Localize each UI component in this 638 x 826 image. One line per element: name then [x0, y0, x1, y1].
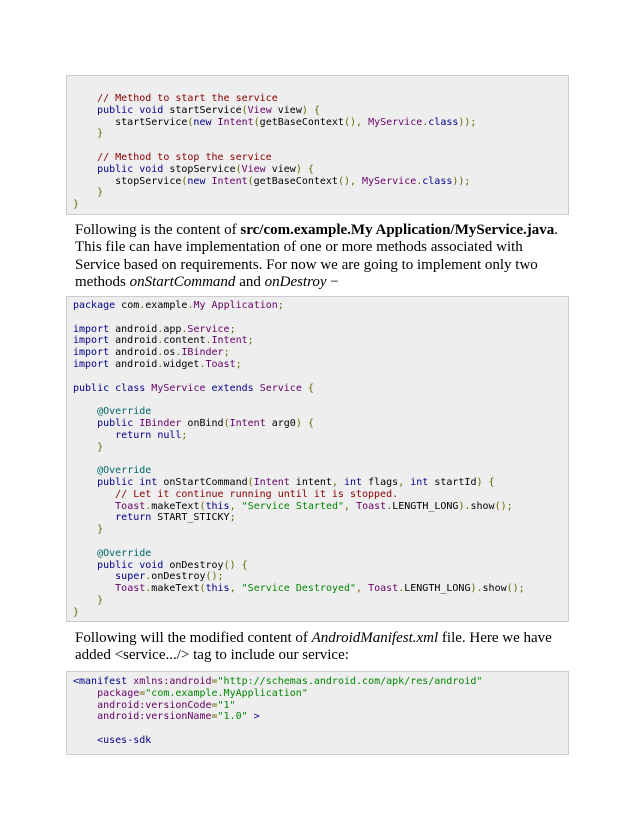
code-token: null [157, 429, 182, 441]
code-token [73, 105, 97, 116]
code-token: . [398, 583, 405, 595]
code-token: void [139, 104, 164, 116]
code-token: MyService [362, 175, 417, 187]
code-token: startService [163, 104, 242, 116]
code-block-android-manifest [66, 671, 569, 755]
code-token: ; [181, 429, 188, 441]
code-token: import [73, 335, 110, 347]
code-token: android [109, 347, 158, 359]
code-line [73, 711, 562, 723]
code-token: View [241, 163, 266, 175]
text-run: Following will the modified content of [75, 630, 312, 646]
code-token: view [271, 104, 302, 116]
code-token: = [211, 699, 218, 711]
paragraph-manifest-intro [75, 630, 565, 665]
code-token: , [398, 476, 405, 488]
code-token: "1.0" [217, 711, 248, 723]
text-run: − [326, 273, 339, 290]
code-line [73, 595, 562, 607]
code-line [73, 489, 562, 501]
code-token: show [482, 583, 507, 595]
code-token: com [115, 300, 140, 311]
code-token: LENGTH_LONG [392, 500, 459, 512]
code-token: widget [163, 358, 200, 370]
code-token: // Method to stop the service [97, 151, 272, 163]
code-token [73, 735, 97, 746]
code-token: ; [247, 335, 254, 347]
code-token: // Let it continue running until it is stopped. [115, 488, 399, 500]
code-token: new [193, 116, 212, 128]
code-token: View [247, 104, 272, 116]
code-token: ( [187, 116, 194, 128]
code-token: ). [458, 500, 471, 512]
code-token: Intent [211, 175, 248, 187]
code-token: )); [458, 116, 477, 128]
code-token: ; [223, 347, 230, 359]
code-token: ( [247, 175, 254, 187]
code-token: (), [343, 116, 363, 128]
code-token: package [97, 687, 140, 699]
code-token: ; [229, 323, 236, 335]
code-token: ( [199, 500, 206, 512]
paragraph-myservice-intro [75, 222, 565, 291]
code-line [73, 359, 562, 371]
code-token [73, 524, 97, 535]
code-token: "Service Started" [241, 500, 345, 512]
code-token: Toast [115, 583, 146, 595]
code-token: stopService [163, 163, 236, 175]
code-token: int [344, 476, 363, 488]
code-token: onStartCommand [157, 476, 248, 488]
code-token: . [422, 116, 429, 128]
code-token: . [199, 358, 206, 370]
code-token: public [73, 382, 110, 394]
code-token: stopService [73, 175, 182, 187]
code-token: = [139, 687, 146, 699]
code-token [73, 152, 97, 163]
code-token: ) [301, 104, 308, 116]
code-token: . [157, 347, 164, 359]
code-line [73, 93, 562, 105]
code-token: Service [187, 323, 230, 335]
code-token [73, 571, 115, 582]
code-line [73, 688, 562, 700]
code-token: onDestroy [163, 559, 224, 571]
code-token: . [157, 335, 164, 347]
code-token: . [181, 323, 188, 335]
code-line [73, 128, 562, 140]
code-token: int [139, 476, 158, 488]
code-token: } [97, 524, 104, 536]
text-run: . This file can have implementation of one or more methods associated with Service based on requirements. For now we are going to implement only two methods [75, 222, 558, 290]
code-token: ( [181, 175, 188, 187]
code-token: this [205, 583, 230, 595]
code-token [73, 595, 97, 606]
code-token: <manifest [73, 676, 128, 687]
code-token: ( [235, 163, 242, 175]
code-token [73, 512, 115, 523]
code-line [73, 300, 562, 312]
code-line [73, 199, 562, 211]
code-token: } [97, 128, 104, 140]
code-line [73, 152, 562, 164]
code-token [73, 406, 97, 417]
code-token: { [307, 417, 314, 429]
code-token: ( [241, 104, 248, 116]
code-token: { [488, 476, 495, 488]
code-token: makeText [151, 583, 200, 595]
code-token: LENGTH_LONG [404, 583, 471, 595]
code-token: @Override [97, 406, 152, 418]
code-token [73, 164, 97, 175]
code-token: app [163, 323, 182, 335]
code-token: . [416, 175, 423, 187]
code-token [73, 128, 97, 139]
code-token [73, 477, 97, 488]
code-token: MyService [151, 382, 206, 394]
code-token [73, 442, 97, 453]
code-line [73, 676, 562, 688]
code-token: Service [259, 382, 302, 394]
code-token: onDestroy [151, 571, 206, 583]
code-token: public [97, 559, 134, 571]
code-token: // Method to start the service [97, 93, 278, 104]
code-token: import [73, 323, 110, 335]
code-token: (); [506, 583, 525, 595]
code-line [73, 571, 562, 583]
code-token: (); [205, 571, 224, 583]
text-run: onStartCommand [129, 273, 236, 290]
code-token: MyService [368, 116, 423, 128]
code-token: Toast [115, 500, 146, 512]
code-token: . [187, 300, 194, 311]
code-token: { [307, 163, 314, 175]
code-token: content [163, 335, 206, 347]
code-line [73, 371, 562, 383]
code-token: package [73, 300, 116, 311]
code-token: , [229, 500, 236, 512]
code-line [73, 335, 562, 347]
code-token: getBaseContext [253, 175, 338, 187]
code-token: @Override [97, 547, 152, 559]
code-token: . [205, 335, 212, 347]
code-token: class [422, 175, 453, 187]
code-token: (); [494, 500, 513, 512]
text-run: file. Here we have added <service.../> tag to include our service: [75, 630, 552, 664]
text-run: AndroidManifest.xml [311, 630, 439, 646]
code-token: , [229, 583, 236, 595]
code-token: intent [289, 476, 332, 488]
text-run: src/com.example.My Application/MyService.java [240, 222, 555, 238]
code-token: flags [362, 476, 399, 488]
code-token: , [356, 583, 363, 595]
code-token: view [265, 163, 296, 175]
code-token [73, 711, 97, 722]
code-line [73, 176, 562, 188]
code-token: ( [253, 116, 260, 128]
code-token: IBinder [139, 417, 182, 429]
code-token: return [115, 429, 152, 441]
code-line [73, 700, 562, 712]
code-line [73, 140, 562, 152]
code-line [73, 442, 562, 454]
code-token: class [428, 116, 459, 128]
code-line [73, 536, 562, 548]
code-token: "http://schemas.android.com/apk/res/android" [217, 676, 483, 687]
code-token: . [145, 583, 152, 595]
code-token: makeText [151, 500, 200, 512]
code-token: return [115, 512, 152, 524]
code-token: "1" [217, 699, 236, 711]
code-token: @Override [97, 465, 152, 477]
code-token: android:versionCode [97, 699, 212, 711]
code-token [73, 93, 97, 104]
code-line [73, 383, 562, 395]
code-token: public [97, 476, 134, 488]
code-token: . [145, 571, 152, 583]
code-block-service-methods [66, 75, 569, 215]
code-token: super [115, 571, 146, 583]
code-token: . [386, 500, 393, 512]
code-token: My [193, 300, 206, 311]
code-line [73, 105, 562, 117]
code-token: ) [476, 476, 483, 488]
code-token: ( [247, 476, 254, 488]
code-line [73, 477, 562, 489]
code-token [73, 418, 97, 429]
code-token: "Service Destroyed" [241, 583, 357, 595]
code-line [73, 187, 562, 199]
code-token: Intent [211, 335, 248, 347]
code-line [73, 117, 562, 129]
code-line [73, 723, 562, 735]
code-token: os [163, 347, 176, 359]
code-token: void [139, 163, 164, 175]
code-token: extends [211, 382, 254, 394]
code-token: ; [277, 300, 284, 311]
code-line [73, 312, 562, 324]
code-token: START_STICKY [151, 512, 230, 524]
code-token: example [145, 300, 188, 311]
text-run: onDestroy [264, 273, 327, 290]
code-token: )); [452, 175, 471, 187]
code-token: { [307, 382, 314, 394]
code-token: this [205, 500, 230, 512]
code-token [73, 465, 97, 476]
code-token: android [109, 335, 158, 347]
code-token: Application [211, 300, 278, 311]
code-token: ) [295, 417, 302, 429]
code-line [73, 735, 562, 747]
code-token: android:versionName [97, 711, 212, 723]
code-token: } [73, 606, 80, 618]
code-line [73, 560, 562, 572]
code-token: startId [428, 476, 477, 488]
code-token: public [97, 163, 134, 175]
code-token: Intent [229, 417, 266, 429]
code-token: void [139, 559, 164, 571]
code-token: { [241, 559, 248, 571]
code-token: ( [223, 417, 230, 429]
code-token: <uses-sdk [97, 734, 152, 746]
code-token: Toast [368, 583, 399, 595]
code-line [73, 347, 562, 359]
code-line [73, 324, 562, 336]
code-token: (), [337, 175, 357, 187]
code-token [73, 430, 115, 441]
code-token: , [331, 476, 338, 488]
code-token [73, 700, 97, 711]
code-token: } [97, 594, 104, 606]
code-token: . [157, 323, 164, 335]
code-line [73, 583, 562, 595]
code-line [73, 394, 562, 406]
text-run: and [235, 273, 265, 290]
code-line [73, 548, 562, 560]
code-token: () [223, 559, 236, 571]
code-token: show [470, 500, 495, 512]
code-token: import [73, 358, 110, 370]
code-token [73, 583, 115, 594]
code-token: arg0 [265, 417, 296, 429]
code-token: . [139, 300, 146, 311]
code-token: onBind [181, 417, 224, 429]
code-token [73, 560, 97, 571]
code-token: { [313, 104, 320, 116]
text-run: Following is the content of [75, 222, 241, 238]
code-token: public [97, 104, 134, 116]
code-token: startService [73, 116, 188, 128]
code-token: Intent [217, 116, 254, 128]
code-token: ; [229, 512, 236, 524]
code-token: } [97, 441, 104, 453]
code-block-myservice-java [66, 296, 569, 622]
code-token: } [97, 187, 104, 199]
code-token: Toast [356, 500, 387, 512]
code-line [73, 406, 562, 418]
code-token: new [187, 175, 206, 187]
code-token: , [344, 500, 351, 512]
code-line [73, 453, 562, 465]
code-line [73, 524, 562, 536]
code-line [73, 465, 562, 477]
code-line [73, 164, 562, 176]
code-token: getBaseContext [259, 116, 344, 128]
code-token: . [145, 500, 152, 512]
code-token: android [109, 358, 158, 370]
code-token: Toast [205, 358, 236, 370]
code-token: . [175, 347, 182, 359]
code-token [73, 501, 115, 512]
code-token: ). [470, 583, 483, 595]
code-token: IBinder [181, 347, 224, 359]
code-token: android [109, 323, 158, 335]
code-token [73, 548, 97, 559]
code-token: Intent [253, 476, 290, 488]
code-token: ; [235, 358, 242, 370]
code-token: . [157, 358, 164, 370]
code-token: "com.example.MyApplication" [145, 687, 308, 699]
code-token: } [73, 199, 80, 211]
code-token: public [97, 417, 134, 429]
code-token: = [211, 676, 218, 687]
code-line [73, 418, 562, 430]
code-line [73, 430, 562, 442]
code-line [73, 501, 562, 513]
code-token [73, 489, 115, 500]
code-token: xmlns:android [133, 676, 212, 687]
code-line [73, 607, 562, 619]
code-token [73, 688, 97, 699]
code-token: ( [199, 583, 206, 595]
code-token: int [410, 476, 429, 488]
code-token: class [115, 382, 146, 394]
code-token: > [253, 711, 260, 723]
code-token: import [73, 347, 110, 359]
code-token: = [211, 711, 218, 723]
code-token: ) [295, 163, 302, 175]
code-token [73, 187, 97, 198]
code-line [73, 512, 562, 524]
